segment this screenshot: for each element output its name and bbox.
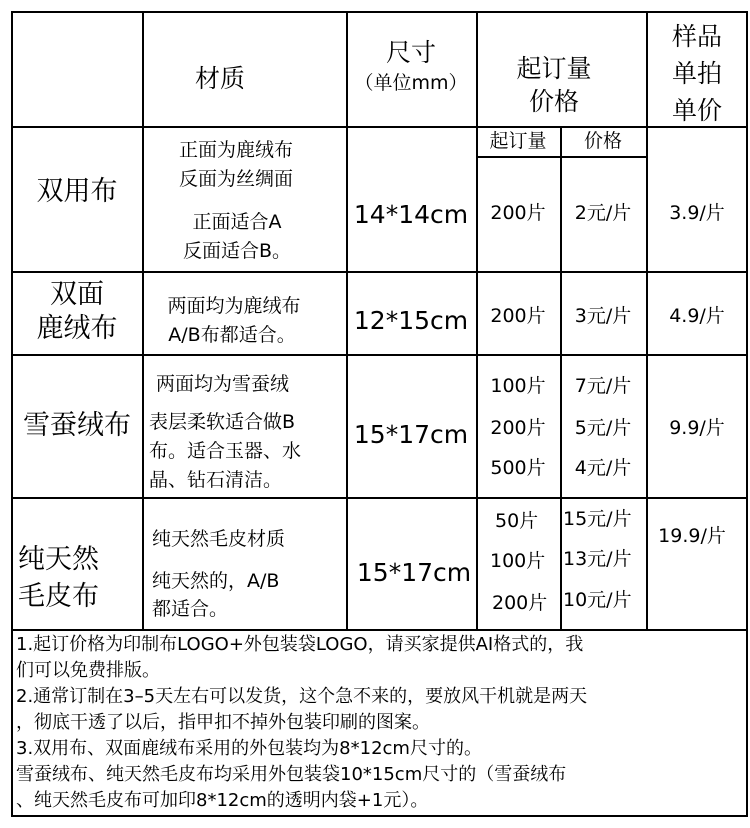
row3-price: 5元/片 — [574, 417, 632, 439]
row3-size: 15*17cm — [353, 420, 469, 449]
row4-price: 15元/片 — [563, 508, 632, 530]
row2-desc: A/B布都适合。 — [168, 324, 296, 346]
header-sample-3: 单价 — [671, 96, 723, 125]
col-divider — [142, 11, 144, 631]
header-price: 价格 — [528, 87, 580, 116]
note-line: 、纯天然毛皮布可加印8*12cm的透明内袋+1元）。 — [16, 790, 429, 811]
row3-price: 7元/片 — [574, 375, 632, 397]
row3-name: 雪蚕绒布 — [23, 410, 131, 441]
row3-moq: 500片 — [490, 457, 546, 479]
row1-sample: 3.9/片 — [669, 202, 725, 224]
row2-name: 鹿绒布 — [36, 313, 118, 344]
row1-desc: 反面为丝绸面 — [178, 168, 294, 190]
row-divider — [11, 629, 748, 631]
row1-size: 14*14cm — [353, 200, 469, 229]
header-sample-1: 样品 — [671, 22, 723, 51]
row2-moq: 200片 — [490, 305, 546, 327]
row1-desc: 正面为鹿绒布 — [178, 139, 294, 161]
row4-name: 毛皮布 — [18, 581, 99, 612]
note-line: ，彻底干透了以后，指甲扣不掉外包装印刷的图案。 — [16, 712, 430, 733]
row4-desc: 纯天然毛皮材质 — [152, 528, 286, 550]
row4-price: 13元/片 — [563, 548, 632, 570]
subheader-moq: 起订量 — [489, 130, 547, 152]
col-divider — [476, 11, 478, 631]
col-divider — [560, 126, 562, 631]
row4-sample: 19.9/片 — [658, 525, 726, 547]
row2-desc: 两面均为鹿绒布 — [167, 295, 301, 317]
note-line: 雪蚕绒布、纯天然毛皮布均采用外包装袋10*15cm尺寸的（雪蚕绒布 — [16, 764, 567, 785]
row4-name: 纯天然 — [18, 544, 99, 575]
border-left — [11, 11, 13, 817]
row1-desc: 正面适合A — [192, 211, 282, 233]
row3-price: 4元/片 — [574, 457, 632, 479]
border-top — [11, 11, 748, 13]
header-moq: 起订量 — [516, 54, 592, 83]
row-divider — [11, 497, 748, 499]
row3-desc: 表层柔软适合做B — [149, 411, 296, 433]
row3-desc: 两面均为雪蚕绒 — [156, 373, 290, 395]
header-size-title: 尺寸 — [385, 38, 437, 67]
row4-moq: 100片 — [490, 550, 546, 572]
row4-desc: 纯天然的，A/B — [152, 570, 280, 592]
header-sample-2: 单拍 — [671, 59, 723, 88]
border-right — [746, 11, 748, 817]
header-material: 材质 — [194, 64, 246, 93]
col-divider — [346, 11, 348, 631]
col-divider — [646, 11, 648, 631]
subheader-price: 价格 — [583, 130, 623, 152]
row2-price: 3元/片 — [574, 305, 632, 327]
row4-price: 10元/片 — [563, 589, 632, 611]
row3-moq: 100片 — [490, 375, 546, 397]
row2-size: 12*15cm — [353, 306, 469, 335]
note-line: 2.通常订制在3–5天左右可以发货，这个急不来的，要放风干机就是两天 — [16, 686, 588, 707]
subheader-divider — [476, 156, 648, 158]
header-size-unit: （单位mm） — [354, 72, 468, 94]
row1-moq: 200片 — [490, 202, 546, 224]
row4-moq: 200片 — [492, 592, 548, 614]
border-bottom — [11, 815, 748, 817]
row1-desc: 反面适合B。 — [182, 240, 292, 262]
row4-desc: 都适合。 — [152, 598, 229, 620]
row3-desc: 晶、钻石清洁。 — [149, 469, 283, 491]
row2-name: 双面 — [50, 279, 104, 310]
row2-sample: 4.9/片 — [669, 305, 725, 327]
row-divider — [11, 126, 748, 128]
row4-size: 15*17cm — [356, 558, 472, 587]
row4-moq: 50片 — [495, 510, 539, 532]
row1-name: 双用布 — [36, 176, 118, 207]
row-divider — [11, 354, 748, 356]
row3-sample: 9.9/片 — [669, 417, 725, 439]
note-line: 1.起订价格为印制布LOGO+外包装袋LOGO，请买家提供AI格式的，我 — [16, 634, 584, 655]
row3-desc: 布。适合玉器、水 — [149, 440, 302, 462]
row-divider — [11, 271, 748, 273]
note-line: 3.双用布、双面鹿绒布采用的外包装均为8*12cm尺寸的。 — [16, 738, 482, 759]
row1-price: 2元/片 — [574, 202, 632, 224]
row3-moq: 200片 — [490, 417, 546, 439]
note-line: 们可以免费排版。 — [16, 660, 160, 681]
